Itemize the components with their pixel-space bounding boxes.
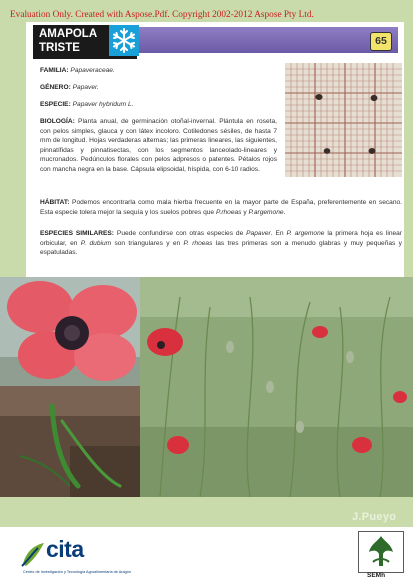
similares-text-4: son triangulares y en <box>111 239 184 247</box>
field-photo <box>140 277 413 497</box>
biologia-paragraph <box>40 117 277 175</box>
genero-label: GÉNERO: <box>40 84 71 91</box>
especie-value: Papaver hybridum L. <box>72 101 134 108</box>
similares-text-5: las tres primeras son a menudo glabras y muy pequeñas y espatuladas. <box>40 239 402 257</box>
similares-species-4: P. rhoeas <box>183 239 213 247</box>
habitat-and: y <box>241 208 249 216</box>
familia-line <box>40 66 402 76</box>
similares-paragraph <box>40 229 402 258</box>
similares-text-1: Puede confundirse con otras especies de <box>116 230 247 237</box>
similares-species-1: Papaver <box>246 230 271 237</box>
evaluation-notice: Evaluation Only. Created with Aspose.Pdf. Copyright 2002-2012 Aspose Pty Ltd. <box>10 10 314 20</box>
especie-label: ESPECIE: <box>40 101 71 108</box>
genero-value: Papaver. <box>72 84 99 91</box>
snowflake-icon <box>109 25 139 56</box>
habitat-text: Podemos encontrarla como mala hierba frecuente en la mayor parte de España, preferentemente en secano. Esta especie tolera mejor la sequía y los suelos pobres que <box>40 199 402 216</box>
seed-grid-photo <box>285 63 402 177</box>
genero-line <box>40 83 402 93</box>
sheet-number-badge: 65 <box>370 32 392 51</box>
habitat-label: HÁBITAT: <box>40 199 70 206</box>
habitat-end: . <box>283 208 286 216</box>
similares-label: ESPECIES SIMILARES: <box>40 230 114 237</box>
similares-species-3: P. dubium <box>80 239 112 247</box>
familia-value: Papaveraceae. <box>70 67 115 74</box>
similares-species-2: P. argemone <box>286 230 325 237</box>
cita-logo-text: cita <box>46 536 84 562</box>
similares-text-2: . En <box>270 230 287 237</box>
title-line1: AMAPOLA <box>39 28 98 40</box>
biologia-text: Planta anual, de germinación otoñal-invernal. Plántula en roseta, con pelos simples, glauca y con látex incoloro. Cotiledones sésiles, de hasta 7 mm de longitud. Hojas verdaderas alternas; las primeras lineares, las siguientes, pinnatífidas y pinnatisectas, con los segmentos lanceolado-lineares y mucronados. Pedúnculos florales con pelos adpresos o patentes. Pétalos rojos con mancha negra en la base. Cápsula elipsoidal, híspida, con 6-10 radios. <box>40 118 277 173</box>
habitat-paragraph <box>40 198 402 217</box>
title-line2: TRISTE <box>39 42 80 54</box>
photo-credit: J.Pueyo <box>352 511 397 523</box>
habitat-species-2: P.argemone <box>248 208 284 216</box>
semh-logo-text: SEMh <box>367 572 386 579</box>
flower-closeup-photo <box>0 277 140 386</box>
especie-line <box>40 100 402 110</box>
familia-label: FAMILIA: <box>40 67 69 74</box>
habitat-species-1: P.rhoeas <box>215 208 242 216</box>
seedling-photo <box>0 386 140 497</box>
semh-logo <box>358 531 404 573</box>
biologia-label: BIOLOGÍA: <box>40 118 75 125</box>
similares-text-3: la primera hoja es linear orbicular, en <box>40 230 403 247</box>
cita-logo-subtitle: Centro de Investigación y Tecnología Agroalimentaria de Aragón <box>23 570 131 574</box>
